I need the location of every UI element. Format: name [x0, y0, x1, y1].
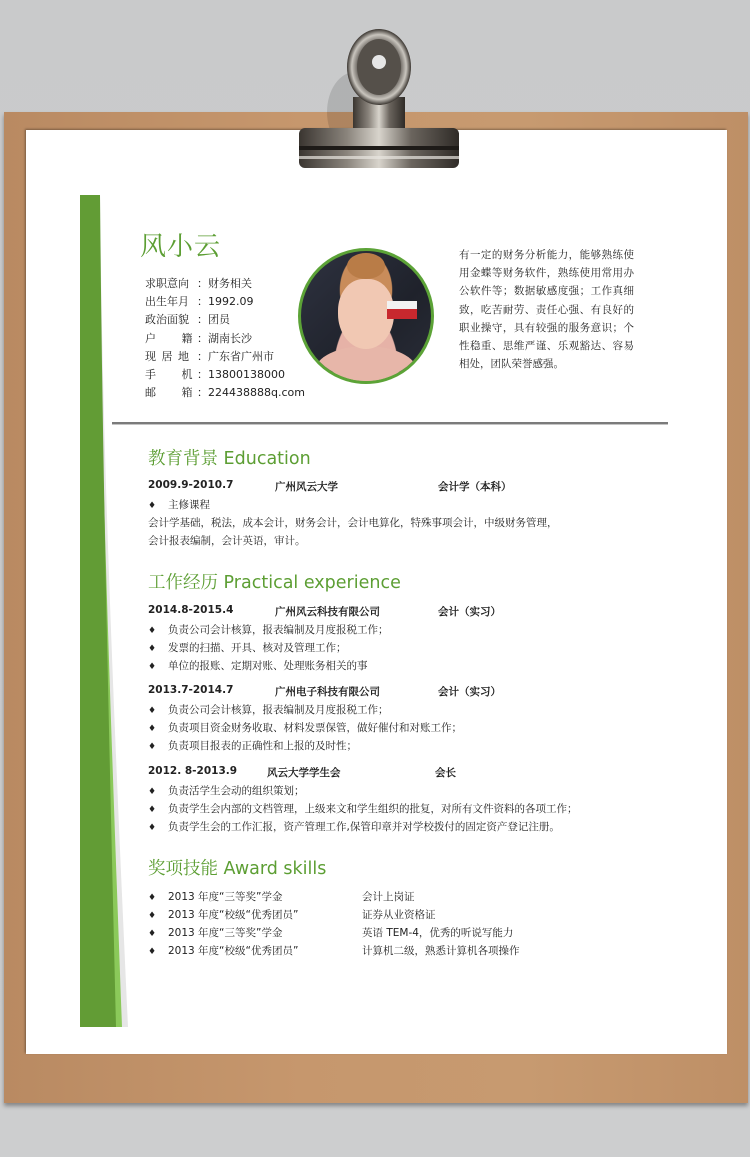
info-label: 邮 箱 — [145, 386, 193, 400]
exp-company: 广州电子科技有限公司 — [275, 686, 380, 698]
exp-duty: ♦ 负责公司会计核算，报表编制及月度报税工作； — [148, 624, 389, 636]
bullet-icon: ♦ — [148, 706, 157, 716]
info-value: 广东省广州市 — [208, 349, 274, 363]
info-label: 政治面貌 — [145, 313, 189, 327]
info-label: 户 籍 — [145, 331, 193, 345]
info-label: 求职意向 — [145, 277, 189, 290]
info-value: 团员 — [208, 313, 230, 327]
bullet-icon: ♦ — [148, 724, 157, 734]
info-label: 现 居 地 — [145, 349, 189, 363]
bullet-icon: ♦ — [148, 911, 157, 921]
exp-period: 2012. 8-2013.9 — [148, 765, 238, 777]
exp-company: 广州风云科技有限公司 — [275, 606, 380, 618]
info-row-political: 政治面貌 ： 团员 — [145, 311, 305, 329]
bullet-icon: ♦ — [148, 626, 157, 636]
exp-duty: ♦ 负责项目资金财务收取、材料发票保管，做好催付和对账工作； — [148, 722, 462, 734]
self-summary: 有一定的财务分析能力，能够熟练使用金蝶等财务软件，熟练使用常用办公软件等；数据敏感度强；工作真细致，吃苦耐劳、责任心强、有良好的职业操守，具有较强的服务意识；个性稳重、思维严谨、乐观豁达、容易相处，团队荣誉感强。 — [459, 249, 634, 371]
info-label: 手 机 — [145, 368, 193, 382]
binder-clip-icon — [295, 22, 465, 172]
bullet-icon: ♦ — [148, 805, 157, 815]
exp-duty: ♦ 负责活学生会动的组织策划； — [148, 785, 305, 797]
bullet-icon: ♦ — [148, 787, 157, 797]
bullet-icon: ♦ — [148, 644, 157, 654]
section-title-education: 教育背景 Education — [148, 449, 311, 469]
info-value: 1992.09 — [208, 295, 254, 309]
award-item: ♦ 2013 年度“校级“优秀团员” — [148, 945, 299, 957]
header-divider — [112, 422, 668, 424]
bullet-icon: ♦ — [148, 893, 157, 903]
exp-role: 会计（实习） — [438, 606, 501, 618]
exp-period: 2013.7-2014.7 — [148, 684, 234, 696]
exp-role: 会长 — [435, 767, 456, 779]
section-title-awards: 奖项技能 Award skills — [148, 859, 327, 879]
edu-courses-line1: 会计学基础，税法，成本会计，财务会计，会计电算化，特殊事项会计，中级财务管理， — [148, 517, 558, 529]
bullet-icon: ♦ — [148, 823, 157, 833]
award-item: ♦ 2013 年度“校级“优秀团员” — [148, 909, 299, 921]
info-value: 湖南长沙 — [208, 331, 252, 345]
skill-item: 证券从业资格证 — [362, 909, 436, 921]
candidate-name: 风小云 — [140, 232, 222, 262]
profile-photo — [298, 248, 434, 384]
edu-period: 2009.9-2010.7 — [148, 479, 234, 491]
edu-bullet: ♦ 主修课程 — [148, 499, 210, 511]
info-value: 财务相关 — [208, 277, 252, 290]
exp-duty: ♦ 负责项目报表的正确性和上报的及时性； — [148, 740, 357, 752]
bullet-icon: ♦ — [148, 501, 157, 511]
bullet-icon: ♦ — [148, 662, 157, 672]
info-value: 224438888q.com — [208, 386, 305, 400]
award-item: ♦ 2013 年度“三等奖”学金 — [148, 927, 283, 939]
exp-duty: ♦ 单位的报账、定期对账、处理账务相关的事 — [148, 660, 368, 672]
section-title-experience: 工作经历 Practical experience — [148, 573, 401, 593]
edu-major: 会计学（本科） — [438, 481, 512, 493]
info-row-job-intention: 求职意向 ： 财务相关 — [145, 275, 305, 293]
bullet-icon: ♦ — [148, 947, 157, 957]
exp-duty: ♦ 负责公司会计核算，报表编制及月度报税工作； — [148, 704, 389, 716]
info-row-hukou: 户 籍 ： 湖南长沙 — [145, 330, 305, 348]
exp-role: 会计（实习） — [438, 686, 501, 698]
edu-school: 广州风云大学 — [275, 481, 338, 493]
exp-duty: ♦ 负责学生会的工作汇报，资产管理工作,保管印章并对学校拨付的固定资产登记注册。 — [148, 821, 560, 833]
info-row-residence: 现 居 地 ： 广东省广州市 — [145, 348, 305, 366]
award-item: ♦ 2013 年度“三等奖”学金 — [148, 891, 283, 903]
bullet-icon: ♦ — [148, 742, 157, 752]
info-row-birth: 出生年月 ： 1992.09 — [145, 293, 305, 311]
skill-item: 计算机二级，熟悉计算机各项操作 — [362, 945, 520, 957]
decorative-green-stripe — [80, 195, 140, 1027]
info-row-phone: 手 机 ： 13800138000 — [145, 366, 305, 384]
info-label: 出生年月 — [145, 295, 189, 309]
personal-info-list — [145, 275, 305, 402]
info-value: 13800138000 — [208, 368, 285, 382]
skill-item: 会计上岗证 — [362, 891, 415, 903]
exp-company: 风云大学学生会 — [267, 767, 341, 779]
skill-item: 英语 TEM-4，优秀的听说写能力 — [362, 927, 514, 939]
exp-duty: ♦ 负责学生会内部的文档管理，上级来文和学生组织的批复，对所有文件资料的各项工作； — [148, 803, 578, 815]
bullet-icon: ♦ — [148, 929, 157, 939]
exp-duty: ♦ 发票的扫描、开具、核对及管理工作； — [148, 642, 347, 654]
exp-period: 2014.8-2015.4 — [148, 604, 234, 616]
info-row-email: 邮 箱 ： 224438888q.com — [145, 384, 305, 402]
edu-courses-line2: 会计报表编制，会计英语，审计。 — [148, 535, 306, 547]
